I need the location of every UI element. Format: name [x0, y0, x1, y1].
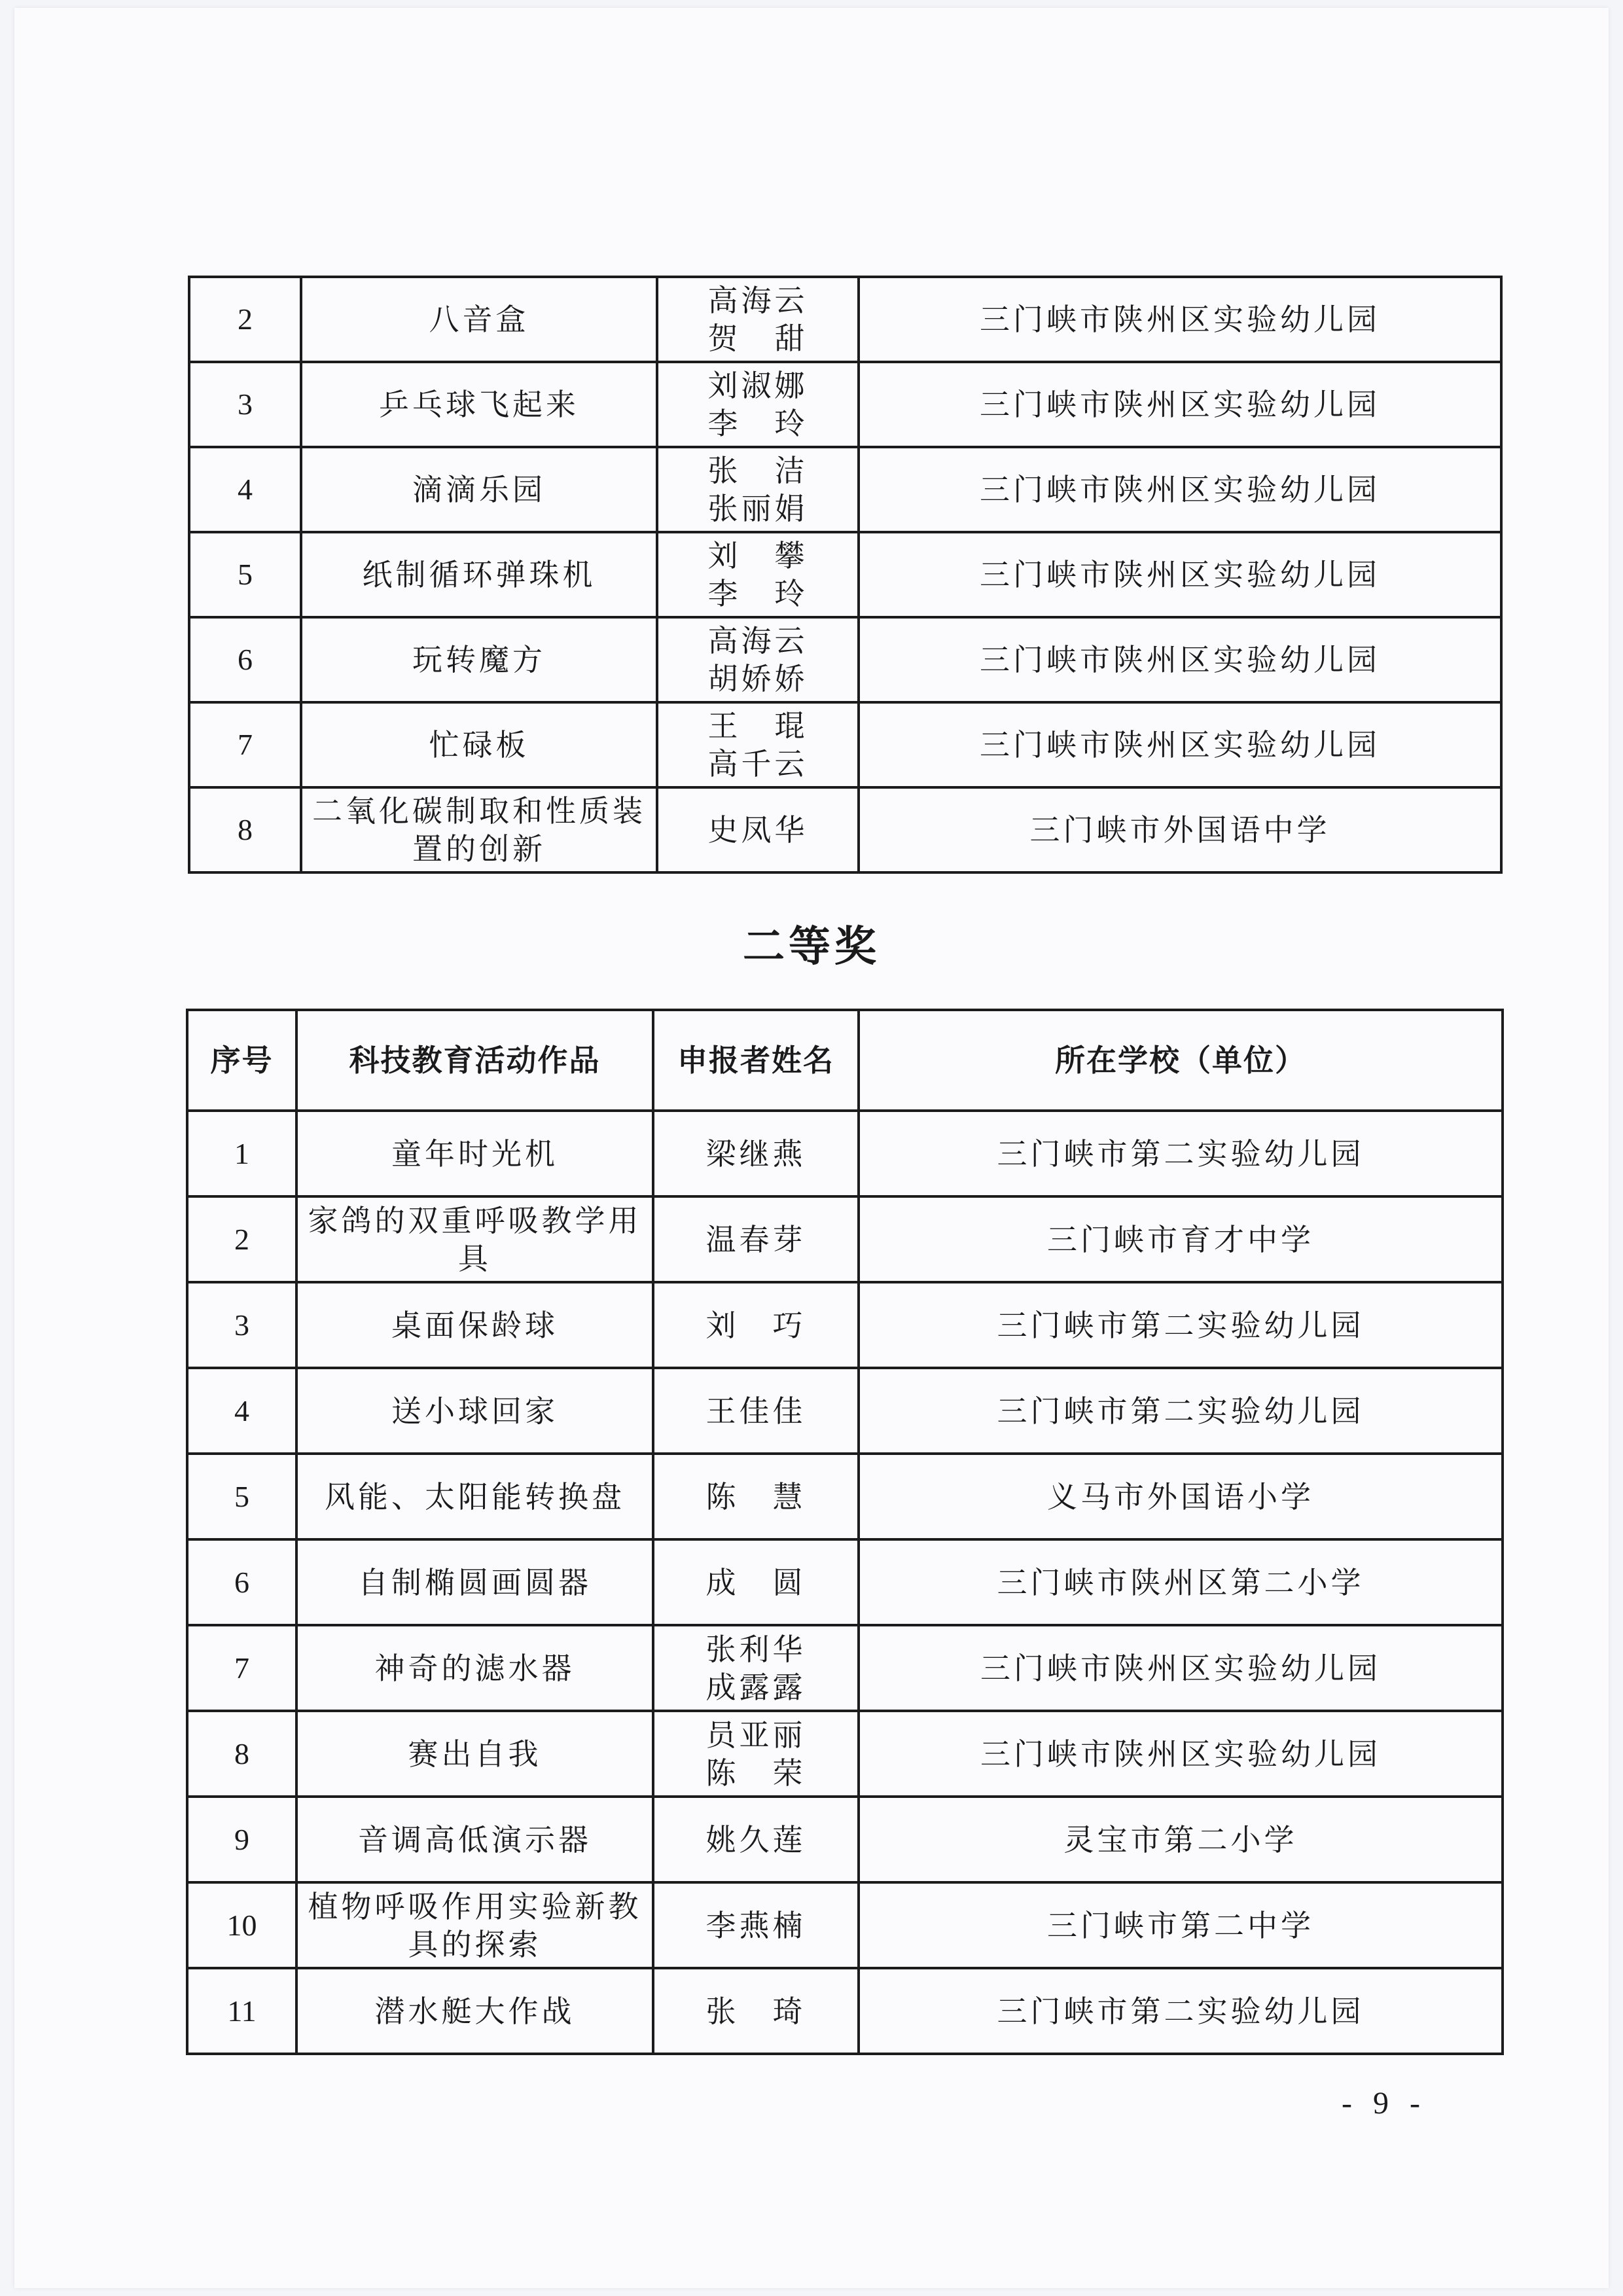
applicant-name: 刘 攀 — [707, 538, 808, 573]
row-number: 10 — [187, 1882, 296, 1968]
work-title: 滴滴乐园 — [301, 447, 657, 532]
row-number: 2 — [187, 1196, 296, 1282]
applicant-name: 张丽娟 — [707, 491, 808, 526]
applicant-name: 陈 荣 — [705, 1755, 806, 1791]
table-row — [189, 617, 1501, 702]
row-number: 6 — [189, 617, 301, 702]
school-name: 三门峡市陕州区第二小学 — [859, 1539, 1503, 1625]
table-row — [187, 1968, 1503, 2054]
row-number: 7 — [187, 1625, 296, 1711]
work-title: 童年时光机 — [296, 1111, 653, 1196]
applicant-names — [653, 1454, 859, 1539]
header-names: 申报者姓名 — [653, 1010, 859, 1111]
applicant-names — [653, 1968, 859, 2054]
row-number: 1 — [187, 1111, 296, 1196]
applicant-name: 高海云 — [707, 623, 808, 658]
table-row — [187, 1368, 1503, 1454]
row-number: 3 — [187, 1282, 296, 1368]
header-school: 所在学校（单位） — [859, 1010, 1503, 1111]
row-number: 8 — [189, 787, 301, 872]
work-title: 植物呼吸作用实验新教具的探索 — [296, 1882, 653, 1968]
school-name: 三门峡市陕州区实验幼儿园 — [859, 277, 1501, 362]
applicant-name: 李燕楠 — [705, 1907, 806, 1943]
work-title: 风能、太阳能转换盘 — [296, 1454, 653, 1539]
table-header-row — [187, 1010, 1503, 1111]
applicant-name: 史凤华 — [707, 812, 808, 848]
work-title: 音调高低演示器 — [296, 1797, 653, 1882]
row-number: 5 — [187, 1454, 296, 1539]
applicant-name: 张 琦 — [705, 1993, 806, 2029]
applicant-names — [657, 702, 859, 787]
row-number: 9 — [187, 1797, 296, 1882]
header-no: 序号 — [187, 1010, 296, 1111]
school-name: 灵宝市第二小学 — [859, 1797, 1503, 1882]
page-number: - 9 - — [1342, 2086, 1427, 2121]
table-row — [187, 1196, 1503, 1282]
applicant-name: 梁继燕 — [705, 1136, 806, 1172]
school-name: 三门峡市育才中学 — [859, 1196, 1503, 1282]
table-row — [187, 1882, 1503, 1968]
row-number: 11 — [187, 1968, 296, 2054]
table-row — [187, 1711, 1503, 1797]
applicant-name: 王佳佳 — [705, 1393, 806, 1429]
school-name: 三门峡市第二实验幼儿园 — [859, 1368, 1503, 1454]
work-title: 乒乓球飞起来 — [301, 362, 657, 447]
applicant-name: 温春芽 — [705, 1221, 806, 1257]
applicant-name: 姚久莲 — [705, 1821, 806, 1857]
applicant-names — [657, 617, 859, 702]
row-number: 4 — [187, 1368, 296, 1454]
applicant-names — [653, 1797, 859, 1882]
school-name: 三门峡市外国语中学 — [859, 787, 1501, 872]
school-name: 三门峡市陕州区实验幼儿园 — [859, 532, 1501, 617]
school-name: 三门峡市陕州区实验幼儿园 — [859, 1625, 1503, 1711]
table-row — [187, 1797, 1503, 1882]
table-row — [189, 447, 1501, 532]
applicant-name: 贺 甜 — [707, 321, 808, 356]
work-title: 送小球回家 — [296, 1368, 653, 1454]
applicant-names — [653, 1368, 859, 1454]
applicant-names — [657, 447, 859, 532]
table-row — [189, 702, 1501, 787]
work-title: 八音盒 — [301, 277, 657, 362]
applicant-names — [657, 787, 859, 872]
work-title: 忙碌板 — [301, 702, 657, 787]
school-name: 三门峡市陕州区实验幼儿园 — [859, 362, 1501, 447]
work-title: 自制椭圆画圆器 — [296, 1539, 653, 1625]
table-row — [189, 362, 1501, 447]
applicant-name: 陈 慧 — [705, 1479, 806, 1515]
applicant-names — [653, 1539, 859, 1625]
applicant-name: 员亚丽 — [705, 1717, 806, 1753]
school-name: 三门峡市陕州区实验幼儿园 — [859, 702, 1501, 787]
applicant-name: 胡娇娇 — [707, 661, 808, 696]
applicant-names — [657, 362, 859, 447]
header-work: 科技教育活动作品 — [296, 1010, 653, 1111]
table-row — [189, 532, 1501, 617]
school-name: 三门峡市第二实验幼儿园 — [859, 1282, 1503, 1368]
section-title-second-prize: 二等奖 — [743, 923, 880, 971]
applicant-names — [653, 1625, 859, 1711]
applicant-names — [653, 1282, 859, 1368]
work-title: 神奇的滤水器 — [296, 1625, 653, 1711]
table-row — [187, 1111, 1503, 1196]
second-prize-table-body — [187, 1111, 1503, 2054]
school-name: 三门峡市陕州区实验幼儿园 — [859, 1711, 1503, 1797]
second-prize-table — [186, 1009, 1504, 2055]
applicant-names — [653, 1111, 859, 1196]
applicant-name: 刘 巧 — [705, 1307, 806, 1343]
applicant-name: 刘淑娜 — [707, 368, 808, 403]
applicant-name: 王 琨 — [707, 708, 808, 744]
applicant-name: 成 圆 — [705, 1564, 806, 1600]
row-number: 3 — [189, 362, 301, 447]
applicant-name: 张利华 — [705, 1631, 806, 1667]
row-number: 6 — [187, 1539, 296, 1625]
table-row — [187, 1539, 1503, 1625]
work-title: 二氧化碳制取和性质装置的创新 — [301, 787, 657, 872]
work-title: 家鸽的双重呼吸教学用具 — [296, 1196, 653, 1282]
applicant-name: 高海云 — [707, 283, 808, 318]
applicant-name: 李 玲 — [707, 576, 808, 611]
applicant-name: 张 洁 — [707, 453, 808, 488]
work-title: 纸制循环弹珠机 — [301, 532, 657, 617]
award-table-continued-body — [189, 277, 1501, 872]
school-name: 三门峡市陕州区实验幼儿园 — [859, 617, 1501, 702]
table-row — [187, 1625, 1503, 1711]
table-row — [187, 1454, 1503, 1539]
school-name: 三门峡市第二实验幼儿园 — [859, 1968, 1503, 2054]
row-number: 4 — [189, 447, 301, 532]
table-row — [187, 1282, 1503, 1368]
applicant-names — [653, 1882, 859, 1968]
work-title: 赛出自我 — [296, 1711, 653, 1797]
row-number: 7 — [189, 702, 301, 787]
table-row — [189, 787, 1501, 872]
row-number: 5 — [189, 532, 301, 617]
applicant-names — [653, 1711, 859, 1797]
school-name: 义马市外国语小学 — [859, 1454, 1503, 1539]
row-number: 2 — [189, 277, 301, 362]
award-table-continued — [188, 276, 1503, 874]
applicant-names — [657, 277, 859, 362]
applicant-name: 成露露 — [705, 1669, 806, 1705]
applicant-names — [653, 1196, 859, 1282]
row-number: 8 — [187, 1711, 296, 1797]
school-name: 三门峡市第二实验幼儿园 — [859, 1111, 1503, 1196]
work-title: 潜水艇大作战 — [296, 1968, 653, 2054]
work-title: 桌面保龄球 — [296, 1282, 653, 1368]
table-row — [189, 277, 1501, 362]
work-title: 玩转魔方 — [301, 617, 657, 702]
school-name: 三门峡市第二中学 — [859, 1882, 1503, 1968]
applicant-name: 李 玲 — [707, 406, 808, 441]
applicant-name: 高千云 — [707, 746, 808, 781]
applicant-names — [657, 532, 859, 617]
school-name: 三门峡市陕州区实验幼儿园 — [859, 447, 1501, 532]
